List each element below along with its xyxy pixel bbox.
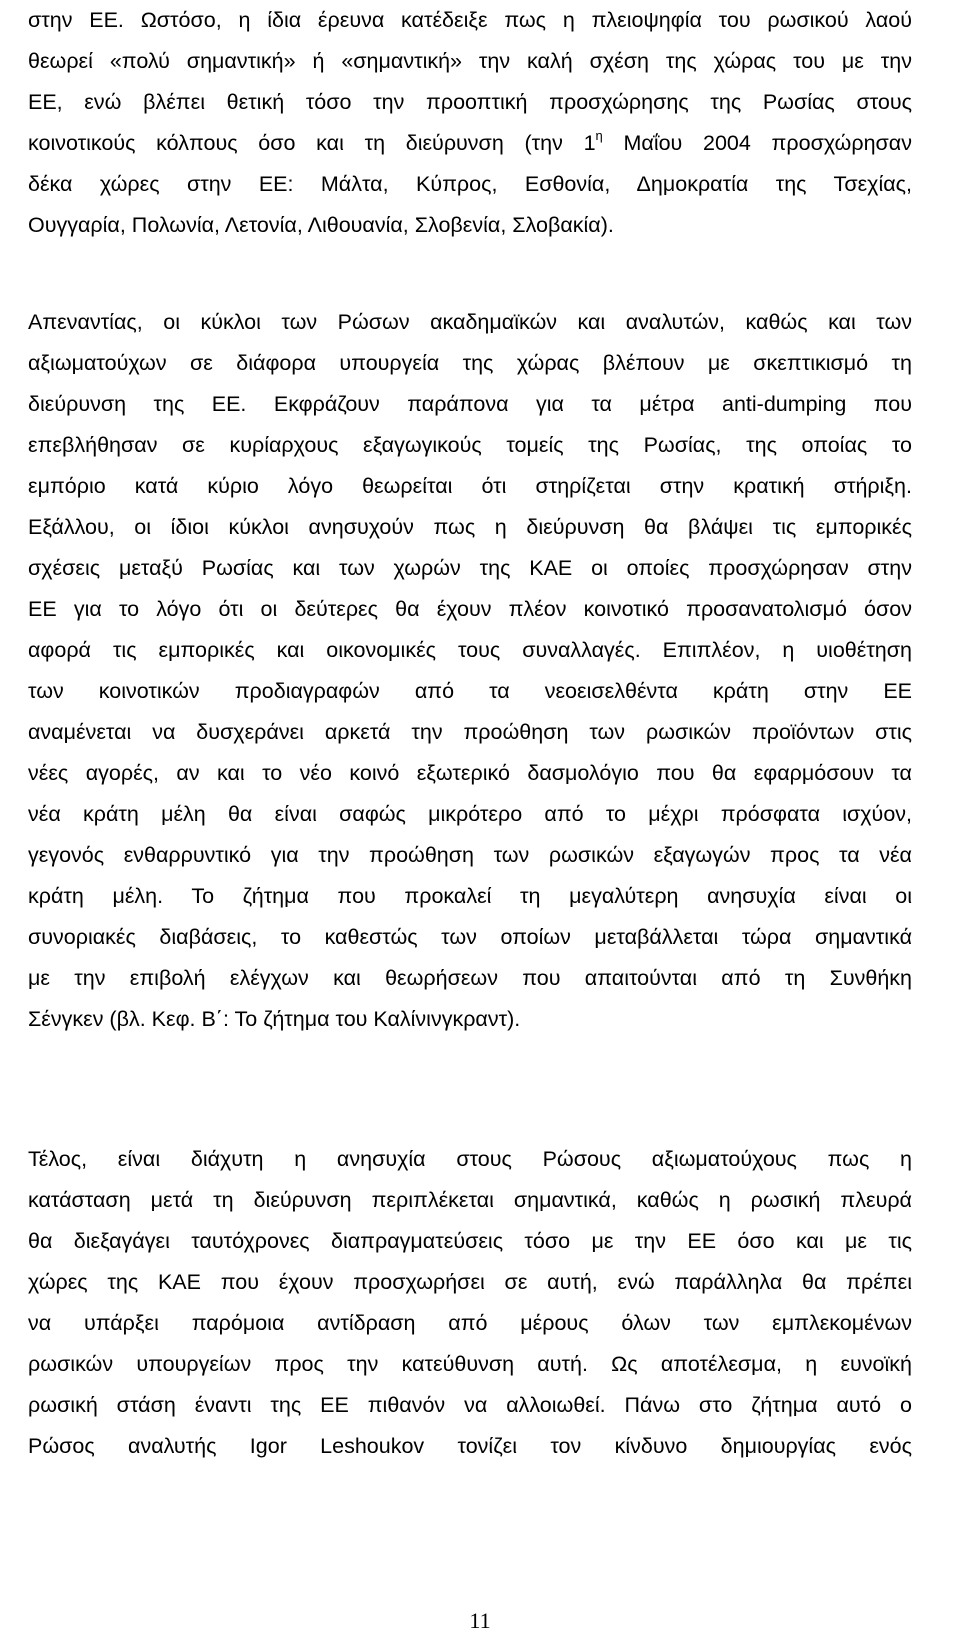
text-line: αφορά τις εμπορικές και οικονομικές τους συναλλαγές. Επιπλέον, η υιοθέτηση — [28, 638, 912, 662]
text-line: Απεναντίας, οι κύκλοι των Ρώσων ακαδημαϊκών και αναλυτών, καθώς και των — [28, 310, 912, 334]
text-line: στην ΕΕ. Ωστόσο, η ίδια έρευνα κατέδειξε πως η πλειοψηφία του ρωσικού λαού — [28, 8, 912, 32]
text-segment: κοινοτικούς κόλπους όσο και τη διεύρυνση (την 1 — [28, 131, 596, 155]
text-line: θα διεξαγάγει ταυτόχρονες διαπραγματεύσεις τόσο με την ΕΕ όσο και με τις — [28, 1229, 912, 1253]
text-line: Τέλος, είναι διάχυτη η ανησυχία στους Ρώσους αξιωματούχους πως η — [28, 1147, 912, 1171]
text-line: σχέσεις μεταξύ Ρωσίας και των χωρών της ΚΑΕ οι οποίες προσχώρησαν στην — [28, 556, 912, 580]
text-line: ΕΕ, ενώ βλέπει θετική τόσο την προοπτική προσχώρησης της Ρωσίας στους — [28, 90, 912, 114]
ordinal-superscript: η — [595, 128, 603, 143]
text-line: κατάσταση μετά τη διεύρυνση περιπλέκεται σημαντικά, καθώς η ρωσική πλευρά — [28, 1188, 912, 1212]
text-line: χώρες της ΚΑΕ που έχουν προσχωρήσει σε αυτή, ενώ παράλληλα θα πρέπει — [28, 1270, 912, 1294]
text-line: ρωσική στάση έναντι της ΕΕ πιθανόν να αλλοιωθεί. Πάνω στο ζήτημα αυτό ο — [28, 1393, 912, 1417]
text-line: Σένγκεν (βλ. Κεφ. Β΄: Το ζήτημα του Καλίνινγκραντ). — [28, 1007, 521, 1031]
text-line: των κοινοτικών προδιαγραφών από τα νεοεισελθέντα κράτη στην ΕΕ — [28, 679, 912, 703]
text-line: διεύρυνση της ΕΕ. Εκφράζουν παράπονα για τα μέτρα anti-dumping που — [28, 392, 912, 416]
text-line: ΕΕ για το λόγο ότι οι δεύτερες θα έχουν πλέον κοινοτικό προσανατολισμό όσον — [28, 597, 912, 621]
text-line: με την επιβολή ελέγχων και θεωρήσεων που απαιτούνται από τη Συνθήκη — [28, 966, 912, 990]
text-line: κράτη μέλη. Το ζήτημα που προκαλεί τη μεγαλύτερη ανησυχία είναι οι — [28, 884, 912, 908]
text-line: αναμένεται να δυσχεράνει αρκετά την προώθηση των ρωσικών προϊόντων στις — [28, 720, 912, 744]
page-number: 11 — [469, 1608, 491, 1633]
text-line: Εξάλλου, οι ίδιοι κύκλοι ανησυχούν πως η διεύρυνση θα βλάψει τις εμπορικές — [28, 515, 912, 539]
text-line: να υπάρξει παρόμοια αντίδραση από μέρους όλων των εμπλεκομένων — [28, 1311, 912, 1335]
text-line: επεβλήθησαν σε κυρίαρχους εξαγωγικούς τομείς της Ρωσίας, της οποίας το — [28, 433, 912, 457]
text-line: νέες αγορές, αν και το νέο κοινό εξωτερικό δασμολόγιο που θα εφαρμόσουν τα — [28, 761, 912, 785]
text-line: εμπόριο κατά κύριο λόγο θεωρείται ότι στηρίζεται στην κρατική στήριξη. — [28, 474, 912, 498]
text-line: νέα κράτη μέλη θα είναι σαφώς μικρότερο από το μέχρι πρόσφατα ισχύον, — [28, 802, 912, 826]
text-line: δέκα χώρες στην ΕΕ: Μάλτα, Κύπρος, Εσθονία, Δημοκρατία της Τσεχίας, — [28, 172, 912, 196]
text-line-with-superscript — [28, 123, 912, 163]
text-line: Ρώσος αναλυτής Igor Leshoukov τονίζει τον κίνδυνο δημιουργίας ενός — [28, 1434, 912, 1458]
text-line: Ουγγαρία, Πολωνία, Λετονία, Λιθουανία, Σλοβενία, Σλοβακία). — [28, 213, 614, 237]
text-line: θεωρεί «πολύ σημαντική» ή «σημαντική» την καλή σχέση της χώρας του με την — [28, 49, 912, 73]
text-line: συνοριακές διαβάσεις, το καθεστώς των οποίων μεταβάλλεται τώρα σημαντικά — [28, 925, 912, 949]
text-line: γεγονός ενθαρρυντικό για την προώθηση των ρωσικών εξαγωγών προς τα νέα — [28, 843, 912, 867]
text-segment: Μαΐου 2004 προσχώρησαν — [602, 131, 912, 155]
text-line: ρωσικών υπουργείων προς την κατεύθυνση αυτή. Ως αποτέλεσμα, η ευνοϊκή — [28, 1352, 912, 1376]
text-line: αξιωματούχων σε διάφορα υπουργεία της χώρας βλέπουν με σκεπτικισμό τη — [28, 351, 912, 375]
